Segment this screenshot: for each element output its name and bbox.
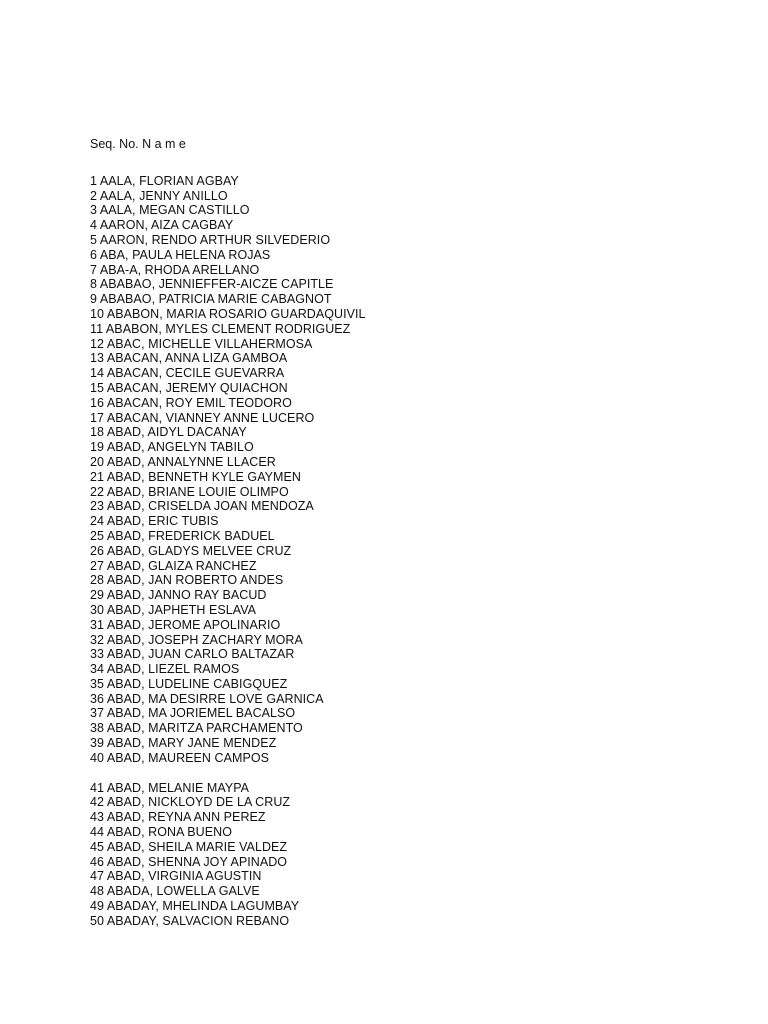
list-item	[90, 277, 730, 292]
seq-number: 20	[90, 454, 105, 469]
seq-number: 15	[90, 380, 105, 395]
seq-number: 41	[90, 780, 105, 795]
person-name: ABAD, MA DESIRRE LOVE GARNICA	[106, 691, 324, 706]
list-item	[90, 218, 730, 233]
list-item	[90, 499, 730, 514]
person-name: ABAD, GLADYS MELVEE CRUZ	[106, 543, 292, 558]
person-name: ABAD, ANGELYN TABILO	[106, 440, 254, 455]
list-item	[90, 366, 730, 381]
person-name: AARON, RENDO ARTHUR SILVEDERIO	[99, 232, 331, 247]
list-item	[90, 174, 730, 189]
person-name: AALA, JENNY ANILLO	[99, 188, 228, 203]
person-name: ABAD, JAPHETH ESLAVA	[106, 602, 257, 617]
seq-number: 39	[90, 736, 105, 751]
person-name: AARON, AIZA CAGBAY	[99, 218, 234, 233]
person-name: ABAD, MARY JANE MENDEZ	[106, 736, 277, 751]
list-item	[90, 322, 730, 337]
seq-number: 27	[90, 558, 105, 573]
list-item	[90, 337, 730, 352]
list-item	[90, 544, 730, 559]
person-name: ABABAO, JENNIEFFER-AICZE CAPITLE	[99, 277, 334, 292]
person-name: ABAD, ANNALYNNE LLACER	[106, 454, 276, 469]
seq-number: 45	[90, 839, 105, 854]
seq-number: 1	[90, 173, 98, 188]
person-name: ABADAY, SALVACION REBANO	[106, 913, 290, 928]
list-item	[90, 573, 730, 588]
list-item	[90, 647, 730, 662]
person-name: ABA-A, RHODA ARELLANO	[99, 262, 260, 277]
person-name: ABA, PAULA HELENA ROJAS	[99, 247, 271, 262]
seq-number: 4	[90, 218, 98, 233]
list-item	[90, 455, 730, 470]
list-item	[90, 810, 730, 825]
seq-number: 46	[90, 854, 105, 869]
list-item	[90, 203, 730, 218]
list-item	[90, 795, 730, 810]
seq-number: 34	[90, 662, 105, 677]
person-name: ABAD, LUDELINE CABIGQUEZ	[106, 676, 288, 691]
list-item	[90, 440, 730, 455]
seq-number: 12	[90, 336, 105, 351]
person-name: ABACAN, ANNA LIZA GAMBOA	[106, 351, 288, 366]
person-name: ABAD, ERIC TUBIS	[106, 514, 219, 529]
person-name: ABAD, MELANIE MAYPA	[106, 780, 250, 795]
person-name: ABAD, VIRGINIA AGUSTIN	[106, 869, 262, 884]
person-name: ABAD, RONA BUENO	[106, 825, 232, 840]
list-item	[90, 751, 730, 766]
seq-number: 29	[90, 588, 105, 603]
name-list-block	[90, 174, 730, 766]
seq-number: 17	[90, 410, 105, 425]
seq-number: 30	[90, 602, 105, 617]
person-name: ABACAN, JEREMY QUIACHON	[106, 380, 288, 395]
seq-number: 28	[90, 573, 105, 588]
person-name: ABAD, JANNO RAY BACUD	[106, 588, 267, 603]
person-name: ABAD, AIDYL DACANAY	[106, 425, 247, 440]
list-item	[90, 248, 730, 263]
person-name: AALA, MEGAN CASTILLO	[99, 203, 250, 218]
person-name: ABAD, JUAN CARLO BALTAZAR	[106, 647, 295, 662]
header-spacer	[90, 152, 730, 174]
seq-number: 6	[90, 247, 98, 262]
person-name: ABAD, MARITZA PARCHAMENTO	[106, 721, 303, 736]
person-name: ABAD, SHENNA JOY APINADO	[106, 854, 288, 869]
person-name: ABAD, MAUREEN CAMPOS	[106, 750, 269, 765]
seq-number: 49	[90, 899, 105, 914]
seq-number: 40	[90, 750, 105, 765]
seq-number: 3	[90, 203, 98, 218]
seq-number: 19	[90, 440, 105, 455]
list-item	[90, 485, 730, 500]
seq-number: 37	[90, 706, 105, 721]
seq-number: 32	[90, 632, 105, 647]
seq-number: 21	[90, 469, 105, 484]
list-item	[90, 633, 730, 648]
list-item	[90, 292, 730, 307]
seq-number: 13	[90, 351, 105, 366]
list-item	[90, 618, 730, 633]
seq-number: 24	[90, 514, 105, 529]
seq-number: 43	[90, 810, 105, 825]
list-item	[90, 869, 730, 884]
list-item	[90, 781, 730, 796]
list-item	[90, 514, 730, 529]
person-name: ABAD, CRISELDA JOAN MENDOZA	[106, 499, 314, 514]
list-item	[90, 825, 730, 840]
seq-number: 36	[90, 691, 105, 706]
seq-number: 18	[90, 425, 105, 440]
list-item	[90, 855, 730, 870]
list-item	[90, 307, 730, 322]
seq-number: 14	[90, 366, 105, 381]
seq-number: 25	[90, 528, 105, 543]
list-item	[90, 914, 730, 929]
person-name: ABAD, FREDERICK BADUEL	[106, 528, 275, 543]
page-break-gap	[90, 766, 730, 781]
list-item	[90, 233, 730, 248]
seq-number: 50	[90, 913, 105, 928]
list-item	[90, 899, 730, 914]
person-name: ABAD, REYNA ANN PEREZ	[106, 810, 266, 825]
name-list-block	[90, 781, 730, 929]
person-name: ABAD, LIEZEL RAMOS	[106, 662, 240, 677]
person-name: ABAD, JAN ROBERTO ANDES	[106, 573, 284, 588]
person-name: ABADAY, MHELINDA LAGUMBAY	[106, 899, 300, 914]
list-item	[90, 396, 730, 411]
document-page	[90, 137, 730, 929]
seq-number: 48	[90, 884, 105, 899]
person-name: ABABON, MARIA ROSARIO GUARDAQUIVIL	[106, 306, 366, 321]
list-item	[90, 559, 730, 574]
seq-number: 11	[90, 321, 104, 336]
seq-number: 16	[90, 395, 105, 410]
list-item	[90, 677, 730, 692]
person-name: ABAD, BENNETH KYLE GAYMEN	[106, 469, 301, 484]
seq-number: 22	[90, 484, 105, 499]
list-item	[90, 351, 730, 366]
list-item	[90, 603, 730, 618]
seq-number: 47	[90, 869, 105, 884]
seq-number: 9	[90, 292, 98, 307]
person-name: AALA, FLORIAN AGBAY	[99, 173, 239, 188]
seq-number: 35	[90, 676, 105, 691]
list-item	[90, 884, 730, 899]
seq-number: 26	[90, 543, 105, 558]
name-list	[90, 174, 730, 929]
list-item	[90, 189, 730, 204]
person-name: ABABAO, PATRICIA MARIE CABAGNOT	[99, 292, 332, 307]
name-column-label: N a m e	[142, 137, 186, 151]
seq-number: 23	[90, 499, 105, 514]
list-item	[90, 381, 730, 396]
person-name: ABABON, MYLES CLEMENT RODRIGUEZ	[105, 321, 351, 336]
list-item	[90, 263, 730, 278]
person-name: ABAC, MICHELLE VILLAHERMOSA	[106, 336, 313, 351]
seq-no-column-label: Seq. No.	[90, 137, 139, 151]
list-item	[90, 721, 730, 736]
person-name: ABACAN, VIANNEY ANNE LUCERO	[106, 410, 315, 425]
list-item	[90, 588, 730, 603]
seq-number: 44	[90, 825, 105, 840]
person-name: ABAD, NICKLOYD DE LA CRUZ	[106, 795, 291, 810]
person-name: ABADA, LOWELLA GALVE	[106, 884, 260, 899]
person-name: ABAD, MA JORIEMEL BACALSO	[106, 706, 296, 721]
seq-number: 33	[90, 647, 105, 662]
list-item	[90, 706, 730, 721]
seq-number: 5	[90, 232, 98, 247]
list-item	[90, 411, 730, 426]
list-item	[90, 425, 730, 440]
list-header	[90, 137, 730, 152]
seq-number: 31	[90, 617, 105, 632]
person-name: ABACAN, ROY EMIL TEODORO	[106, 395, 292, 410]
seq-number: 8	[90, 277, 98, 292]
list-item	[90, 529, 730, 544]
seq-number: 7	[90, 262, 98, 277]
seq-number: 42	[90, 795, 105, 810]
list-item	[90, 470, 730, 485]
seq-number: 2	[90, 188, 98, 203]
seq-number: 38	[90, 721, 105, 736]
list-item	[90, 692, 730, 707]
person-name: ABAD, JEROME APOLINARIO	[106, 617, 281, 632]
person-name: ABAD, GLAIZA RANCHEZ	[106, 558, 257, 573]
list-item	[90, 662, 730, 677]
person-name: ABACAN, CECILE GUEVARRA	[106, 366, 285, 381]
person-name: ABAD, SHEILA MARIE VALDEZ	[106, 839, 288, 854]
person-name: ABAD, JOSEPH ZACHARY MORA	[106, 632, 303, 647]
seq-number: 10	[90, 306, 105, 321]
person-name: ABAD, BRIANE LOUIE OLIMPO	[106, 484, 289, 499]
list-item	[90, 736, 730, 751]
list-item	[90, 840, 730, 855]
